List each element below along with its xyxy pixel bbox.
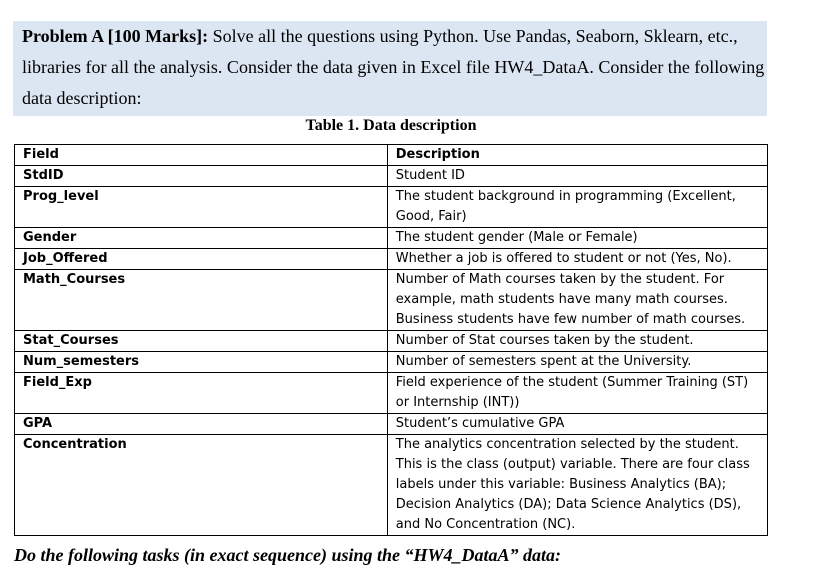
problem-statement (22, 21, 772, 114)
problem-heading: Problem A [100 Marks]: (22, 26, 209, 46)
field-name: Num_semesters (15, 352, 388, 373)
table-row (15, 270, 768, 331)
field-description: Number of Stat courses taken by the student. (387, 331, 767, 352)
table-row (15, 166, 768, 187)
table-row (15, 435, 768, 536)
field-name: Field_Exp (15, 373, 388, 414)
field-description: Number of Math courses taken by the student. For example, math students have many math courses. Business students have few number of math courses. (387, 270, 767, 331)
field-description: The student gender (Male or Female) (387, 228, 767, 249)
header-description: Description (387, 145, 767, 166)
field-description: Student ID (387, 166, 767, 187)
table-row (15, 249, 768, 270)
field-description: Number of semesters spent at the University. (387, 352, 767, 373)
data-description-table (14, 144, 768, 536)
field-name: Gender (15, 228, 388, 249)
field-description: The student background in programming (Excellent, Good, Fair) (387, 187, 767, 228)
tasks-instruction: Do the following tasks (in exact sequence) using the “HW4_DataA” data: (14, 545, 562, 565)
field-name: Math_Courses (15, 270, 388, 331)
table-row (15, 373, 768, 414)
table-row (15, 352, 768, 373)
table-header-row (15, 145, 768, 166)
field-description: Student’s cumulative GPA (387, 414, 767, 435)
table-row (15, 414, 768, 435)
field-name: Job_Offered (15, 249, 388, 270)
field-description: Field experience of the student (Summer Training (ST) or Internship (INT)) (387, 373, 767, 414)
table-row (15, 228, 768, 249)
table-row (15, 187, 768, 228)
field-description: Whether a job is offered to student or not (Yes, No). (387, 249, 767, 270)
problem-body: Solve all the questions using Python. Use Pandas, Seaborn, Sklearn, etc., libraries for all the analysis. Consider the data given in Excel file HW4_DataA. Consider the following data description: (22, 26, 765, 108)
header-field: Field (15, 145, 388, 166)
field-name: Prog_level (15, 187, 388, 228)
table-title: Table 1. Data description (305, 117, 477, 134)
field-name: GPA (15, 414, 388, 435)
field-name: Stat_Courses (15, 331, 388, 352)
field-description: The analytics concentration selected by the student. This is the class (output) variable. There are four class labels under this variable: Business Analytics (BA); Decision Analytics (DA); Data Science Analytics (DS), and No Concentration (NC). (387, 435, 767, 536)
table-row (15, 331, 768, 352)
field-name: StdID (15, 166, 388, 187)
field-name: Concentration (15, 435, 388, 536)
